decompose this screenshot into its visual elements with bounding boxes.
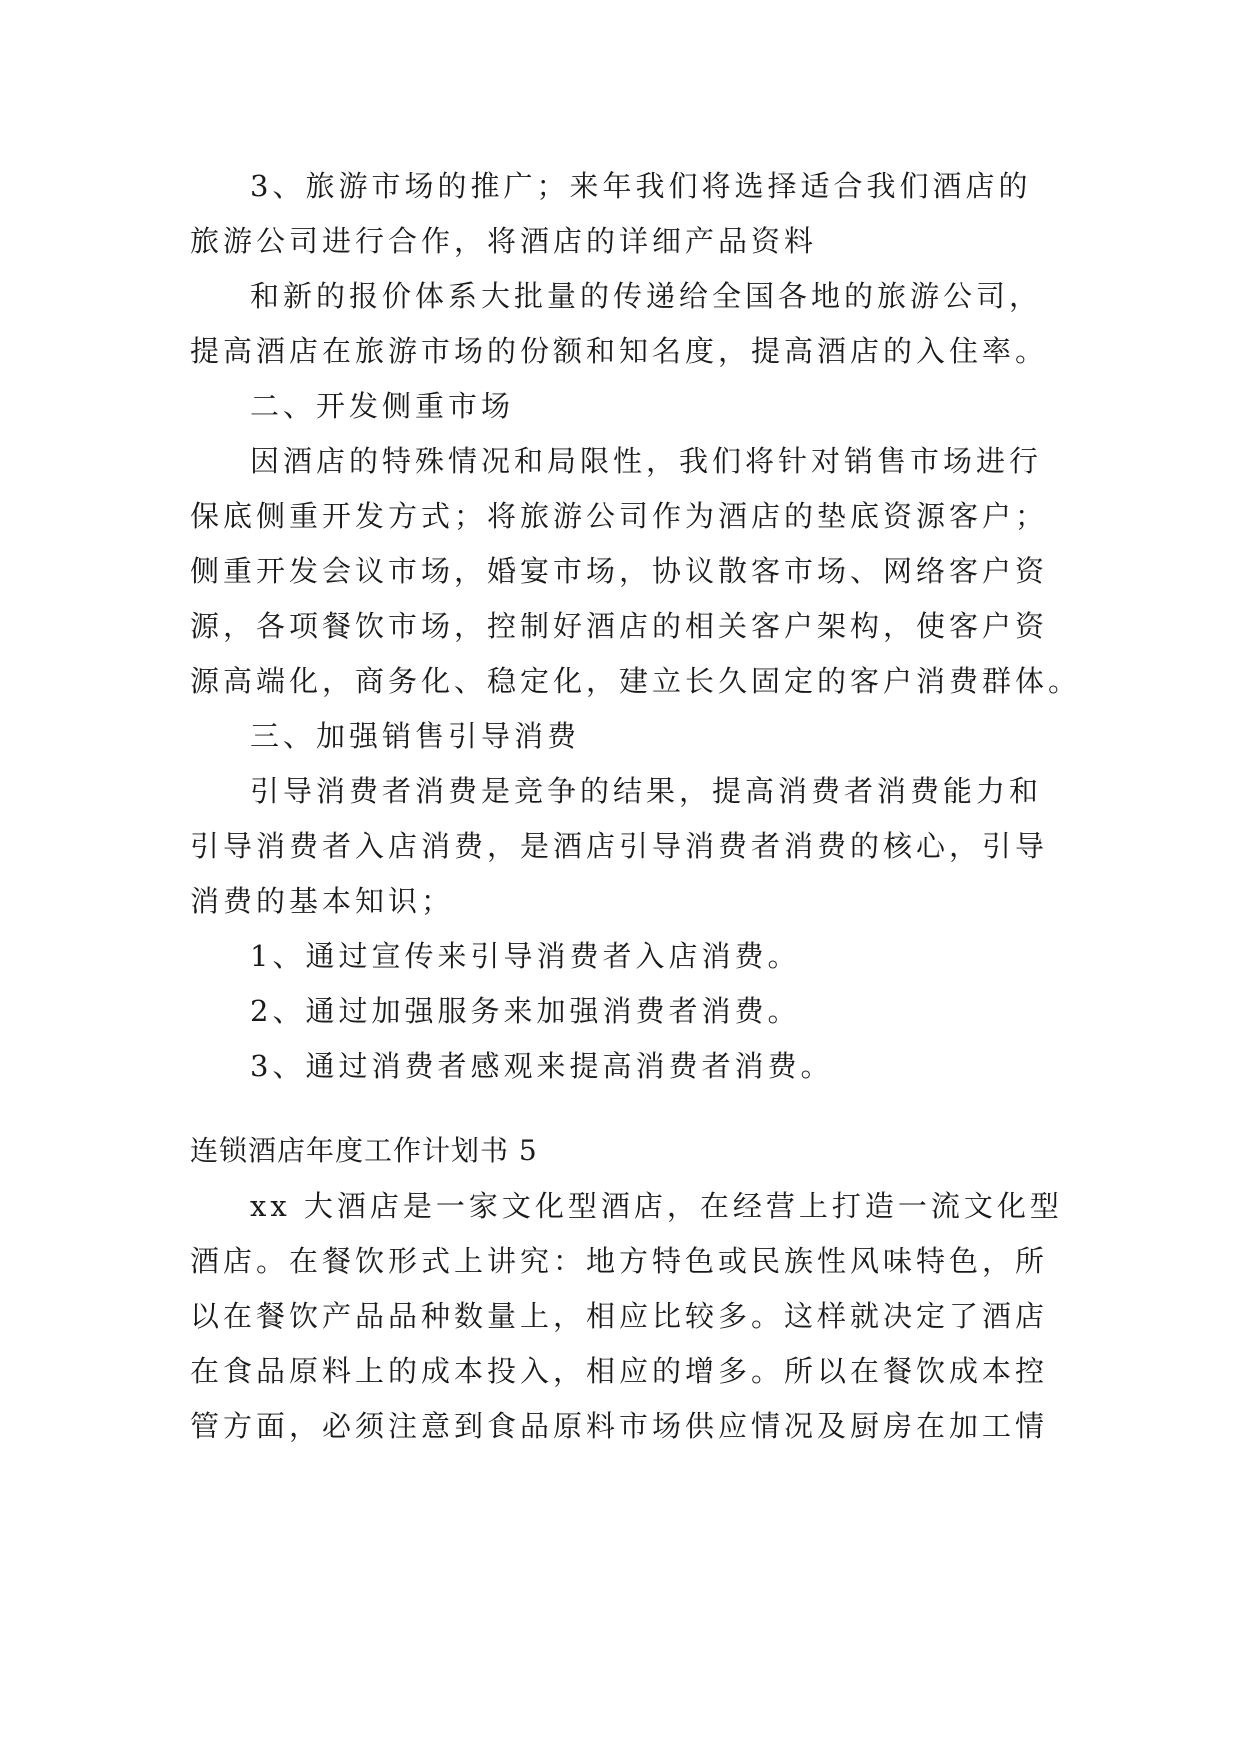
paragraph-line: 引导消费者消费是竞争的结果，提高消费者消费能力和 — [250, 774, 1043, 808]
paragraph-line: 源，各项餐饮市场，控制好酒店的相关客户架构，使客户资 — [190, 609, 1049, 643]
document-title: 连锁酒店年度工作计划书 5 — [190, 1134, 538, 1167]
paragraph-line: 因酒店的特殊情况和局限性，我们将针对销售市场进行 — [250, 444, 1043, 478]
paragraph-line: 源高端化，商务化、稳定化，建立长久固定的客户消费群体。 — [190, 664, 1082, 698]
list-item: 1、通过宣传来引导消费者入店消费。 — [250, 939, 801, 973]
paragraph-line: 以在餐饮产品品种数量上，相应比较多。这样就决定了酒店 — [190, 1299, 1049, 1333]
paragraph-line: 引导消费者入店消费，是酒店引导消费者消费的核心，引导 — [190, 829, 1049, 863]
paragraph-line: 提高酒店在旅游市场的份额和知名度，提高酒店的入住率。 — [190, 334, 1049, 368]
paragraph-line: 和新的报价体系大批量的传递给全国各地的旅游公司， — [250, 279, 1043, 313]
paragraph-line: 酒店。在餐饮形式上讲究：地方特色或民族性风味特色，所 — [190, 1244, 1049, 1278]
paragraph-line: 侧重开发会议市场，婚宴市场，协议散客市场、网络客户资 — [190, 554, 1049, 588]
paragraph-line: 管方面，必须注意到食品原料市场供应情况及厨房在加工情 — [190, 1409, 1049, 1443]
paragraph-line: xx 大酒店是一家文化型酒店，在经营上打造一流文化型 — [250, 1189, 1063, 1223]
paragraph-line: 在食品原料上的成本投入，相应的增多。所以在餐饮成本控 — [190, 1354, 1049, 1388]
paragraph-line: 旅游公司进行合作，将酒店的详细产品资料 — [190, 224, 818, 258]
section-heading: 三、加强销售引导消费 — [250, 719, 581, 753]
paragraph-line: 保底侧重开发方式；将旅游公司作为酒店的垫底资源客户； — [190, 499, 1049, 533]
list-item: 3、通过消费者感观来提高消费者消费。 — [250, 1049, 834, 1083]
paragraph-line: 消费的基本知识； — [190, 884, 455, 918]
list-item: 2、通过加强服务来加强消费者消费。 — [250, 994, 801, 1028]
section-heading: 二、开发侧重市场 — [250, 389, 515, 423]
paragraph-line: 3、旅游市场的推广；来年我们将选择适合我们酒店的 — [250, 169, 1032, 203]
